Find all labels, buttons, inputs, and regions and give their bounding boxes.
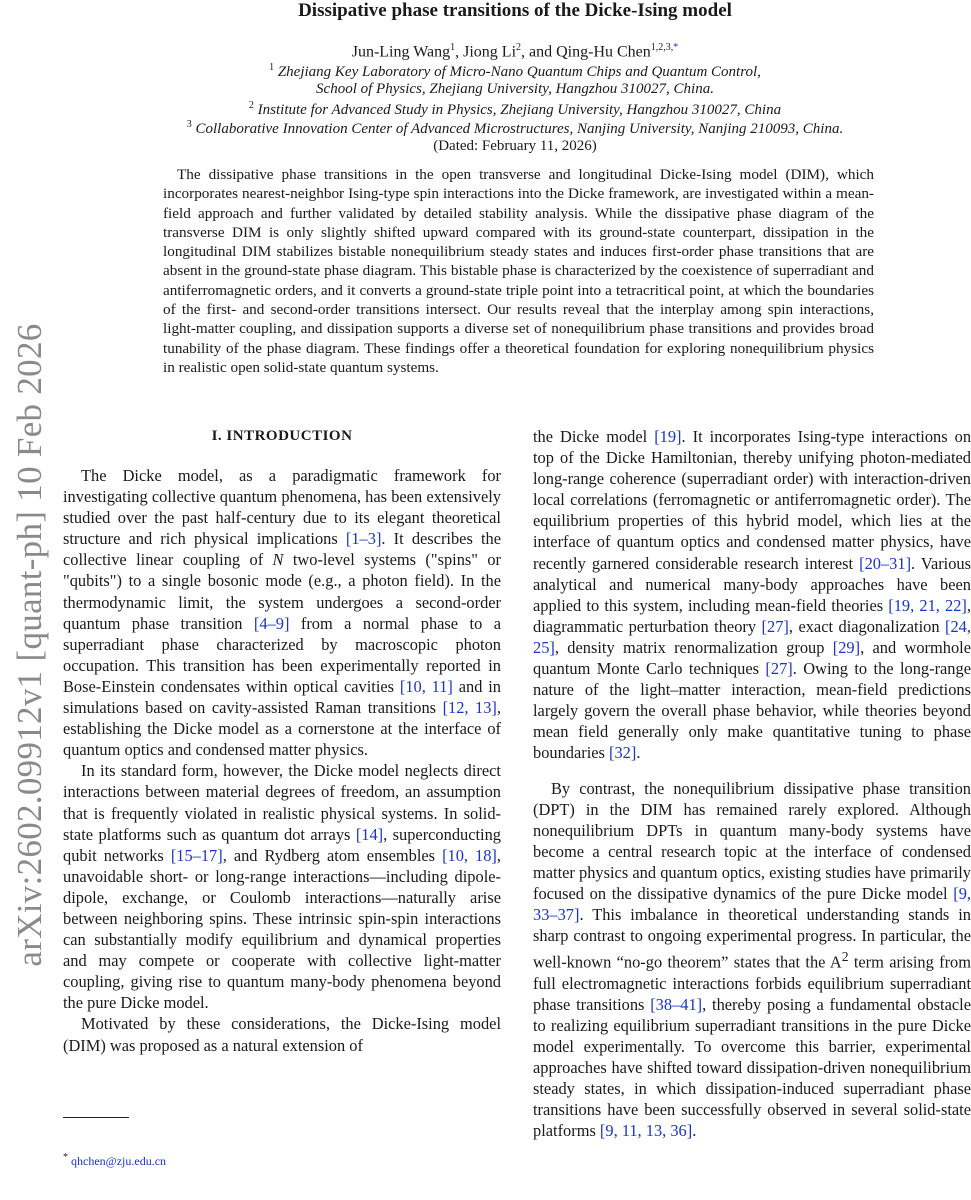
author-affil-mark: 1 — [450, 42, 456, 53]
author-name: Jiong Li — [463, 43, 517, 61]
text-run: In its standard form, however, the Dicke model neglects direct interactions between material degrees of freedom, an assumption that is frequently violated in realistic physical systems. In solid-state platforms such as quantum dot arrays — [63, 761, 501, 844]
text-run: . It describes the collective linear coupling of — [63, 529, 501, 570]
text-run: . — [692, 1121, 697, 1141]
citation-link[interactable]: [19, 21, 22] — [888, 595, 967, 615]
citation-link[interactable]: [9, 33–37] — [533, 883, 971, 925]
text-run: , and Rydberg atom ensembles — [222, 845, 443, 865]
paragraph — [533, 426, 971, 764]
affiliation-1 — [60, 62, 970, 81]
math-symbol: N — [272, 550, 284, 570]
footnote — [63, 1152, 166, 1169]
citation-link[interactable]: [10, 18] — [442, 845, 497, 865]
affiliation-text: Zhejiang Key Laboratory of Micro-Nano Quantum Chips and Quantum Control, — [277, 64, 761, 80]
affiliation-text: Collaborative Innovation Center of Advanced Microstructures, Nanjing University, Nanjing 210093, China. — [195, 121, 844, 137]
left-column — [63, 465, 501, 1056]
text-run: The Dicke model, as a paradigmatic framework for investigating collective quantum phenomena, has been extensively studied over the past half-century due to its elegant theoretical structure and rich physical implications — [63, 466, 501, 549]
affiliation-2 — [60, 100, 970, 119]
paragraph — [533, 778, 971, 1142]
citation-link[interactable]: [15–17] — [170, 845, 223, 865]
text-run: . Owing to the long-range nature of the light–matter interaction, mean-field predictions largely govern the overall phase behavior, while theories beyond mean field generally only make quantitative tuning to phase boundaries — [533, 659, 971, 763]
citation-link[interactable]: [27] — [765, 659, 793, 679]
right-column — [533, 426, 971, 1142]
text-run: . It incorporates Ising-type interactions on top of the Dicke Hamiltonian, thereby unifying photon-mediated long-range coherence (superradiant order) with interaction-driven local correlations (ferromagnetic or antiferromagnetic order). The equilibrium properties of this hybrid model, which lies at the interface of quantum optics and condensed matter physics, have recently garnered considerable research interest — [533, 427, 971, 573]
citation-link[interactable]: [12, 13] — [442, 698, 497, 718]
text-run: , density matrix renormalization group — [554, 637, 833, 657]
citation-link[interactable]: [9, 11, 13, 36] — [599, 1121, 693, 1141]
text-run: two-level systems ("spins" or "qubits") to a single bosonic mode (e.g., a photon field). In the thermodynamic limit, the system undergoes a second-order quantum phase transition — [63, 550, 501, 633]
text-run: , establishing the Dicke model as a cornerstone at the interface of quantum optics and condensed matter physics. — [63, 698, 501, 760]
citation-link[interactable]: [20–31] — [859, 553, 912, 573]
citation-link[interactable]: [4–9] — [253, 613, 290, 633]
text-run: , thereby posing a fundamental obstacle to realizing equilibrium superradiant transitions in the pure Dicke model experimentally. To overcome this barrier, experimental approaches have shifted toward dissipation-driven nonequilibrium steady states, in which dissipation-induced superradiant phase transitions have been successfully observed in several solid-state platforms — [533, 994, 971, 1141]
paragraph — [63, 465, 501, 760]
affiliation-number: 2 — [248, 100, 254, 111]
citation-link[interactable]: [14] — [355, 824, 384, 844]
text-run: . — [636, 743, 641, 763]
author-affil-mark: 2 — [516, 42, 522, 53]
email-link[interactable]: qhchen@zju.edu.cn — [71, 1154, 167, 1168]
paper-title: Dissipative phase transitions of the Dicke-Ising model — [298, 0, 732, 21]
section-heading: I. INTRODUCTION — [211, 428, 353, 444]
affiliation-text: Institute for Advanced Study in Physics, Zhejiang University, Hangzhou 310027, China — [257, 102, 782, 118]
text-run: By contrast, the nonequilibrium dissipative phase transition (DPT) in the DIM has remained rarely explored. Although nonequilibrium DPTs in quantum many-body systems have become a central research topic at the interface of condensed matter physics and quantum optics, existing studies have primarily focused on the dissipative dynamics of the pure Dicke model — [533, 778, 971, 903]
text-run: , diagrammatic perturbation theory — [533, 595, 971, 636]
author-conjunction: and — [529, 43, 553, 61]
dated-line: (Dated: February 11, 2026) — [433, 138, 597, 154]
text-run: Motivated by these considerations, the Dicke-Ising model (DIM) was proposed as a natural extension of — [63, 1014, 501, 1055]
citation-link[interactable]: [38–41] — [650, 994, 703, 1014]
abstract: The dissipative phase transitions in the open transverse and longitudinal Dicke-Ising model (DIM), which incorporates nearest-neighbor Ising-type spin interactions into the Dicke framework, are investigated within a mean-field approach and further validated by detailed stability analysis. While the dissipative phase diagram of the transverse DIM is only slightly shifted upward compared with its ground-state counterpart, dissipation in the longitudinal DIM stabilizes bistable nonequilibrium steady states and induces first-order phase transitions that are absent in the ground-state phase diagram. This bistable phase is characterized by the coexistence of superradiant and antiferromagnetic orders, and it converts a ground-state triple point into a tetracritical point, at which the boundaries of the first- and second-order transitions intersect. Our results reveal that the interplay among spin interactions, light-matter coupling, and dissipation supports a diverse set of nonequilibrium phase transitions and provides broad tunability of the phase diagram. These findings offer a theoretical foundation for exploring nonequilibrium physics in realistic open solid-state quantum systems. — [163, 166, 874, 376]
text-run: , and wormhole quantum Monte Carlo techniques — [533, 637, 971, 679]
text-run: . Various analytical and numerical many-body approaches have been applied to this system, including mean-field theories — [533, 553, 971, 615]
text-run: the Dicke model — [533, 427, 655, 446]
citation-link[interactable]: [10, 11] — [399, 676, 453, 696]
paragraph — [63, 760, 501, 1013]
author-name: Qing-Hu Chen — [556, 43, 651, 61]
text-run: , superconducting qubit networks — [63, 824, 501, 865]
arxiv-identifier: arXiv:2602.09912v1 [quant-ph] 10 Feb 2026 — [10, 323, 49, 967]
citation-link[interactable]: [19] — [654, 427, 682, 446]
footnote-mark: * — [63, 1152, 68, 1163]
affiliation-number: 1 — [269, 62, 275, 73]
affiliation-1-line-2 — [60, 81, 970, 98]
affiliation-number: 3 — [186, 119, 192, 130]
citation-link[interactable]: [29] — [832, 637, 861, 657]
superscript: 2 — [841, 949, 849, 965]
citation-link[interactable]: [24, 25] — [533, 616, 971, 657]
affiliation-3 — [60, 119, 970, 138]
paragraph — [63, 1013, 501, 1055]
footnote-rule — [63, 1117, 129, 1118]
corresponding-author-link[interactable]: * — [673, 42, 679, 53]
text-run: from a normal phase to a superradiant phase characterized by macroscopic photon occupation. This transition has been experimentally reported in Bose-Einstein condensates within optical cavities — [63, 613, 501, 696]
paragraph-gap — [533, 764, 971, 778]
arxiv-sidebar — [0, 0, 60, 1200]
text-run: term arising from full electromagnetic interactions forbids equilibrium superradiant phase transitions — [533, 952, 971, 1014]
citation-link[interactable]: [27] — [761, 616, 789, 636]
text-run: and in simulations based on cavity-assisted Raman transitions — [63, 676, 501, 718]
affiliation-text: School of Physics, Zhejiang University, Hangzhou 310027, China. — [316, 81, 714, 97]
citation-link[interactable]: [1–3] — [345, 529, 382, 549]
citation-link[interactable]: [32] — [609, 743, 637, 763]
author-list: Jun-Ling Wang$^1$, Jiong Li$^2$, and Qing-Hu Chen$^{1,2,3,*}$ — [351, 42, 679, 61]
author-affil-mark: 1,2,3,* — [650, 42, 679, 53]
author-name: Jun-Ling Wang — [351, 43, 451, 61]
text-run: , exact diagonalization — [788, 616, 946, 636]
text-run: , unavoidable short- or long-range interactions—including dipole-dipole, exchange, or Coulomb interactions—naturally arise between neighboring spins. These intrinsic spin-spin interactions can substantially modify equilibrium and dynamical properties and may compete or cooperate with collective light-matter coupling, giving rise to quantum many-body phenomena beyond the pure Dicke model. — [63, 845, 501, 1013]
text-run: . This imbalance in theoretical understanding stands in sharp contrast to ongoing experimental progress. In particular, the well-known “no-go theorem” states that the A — [533, 905, 971, 972]
